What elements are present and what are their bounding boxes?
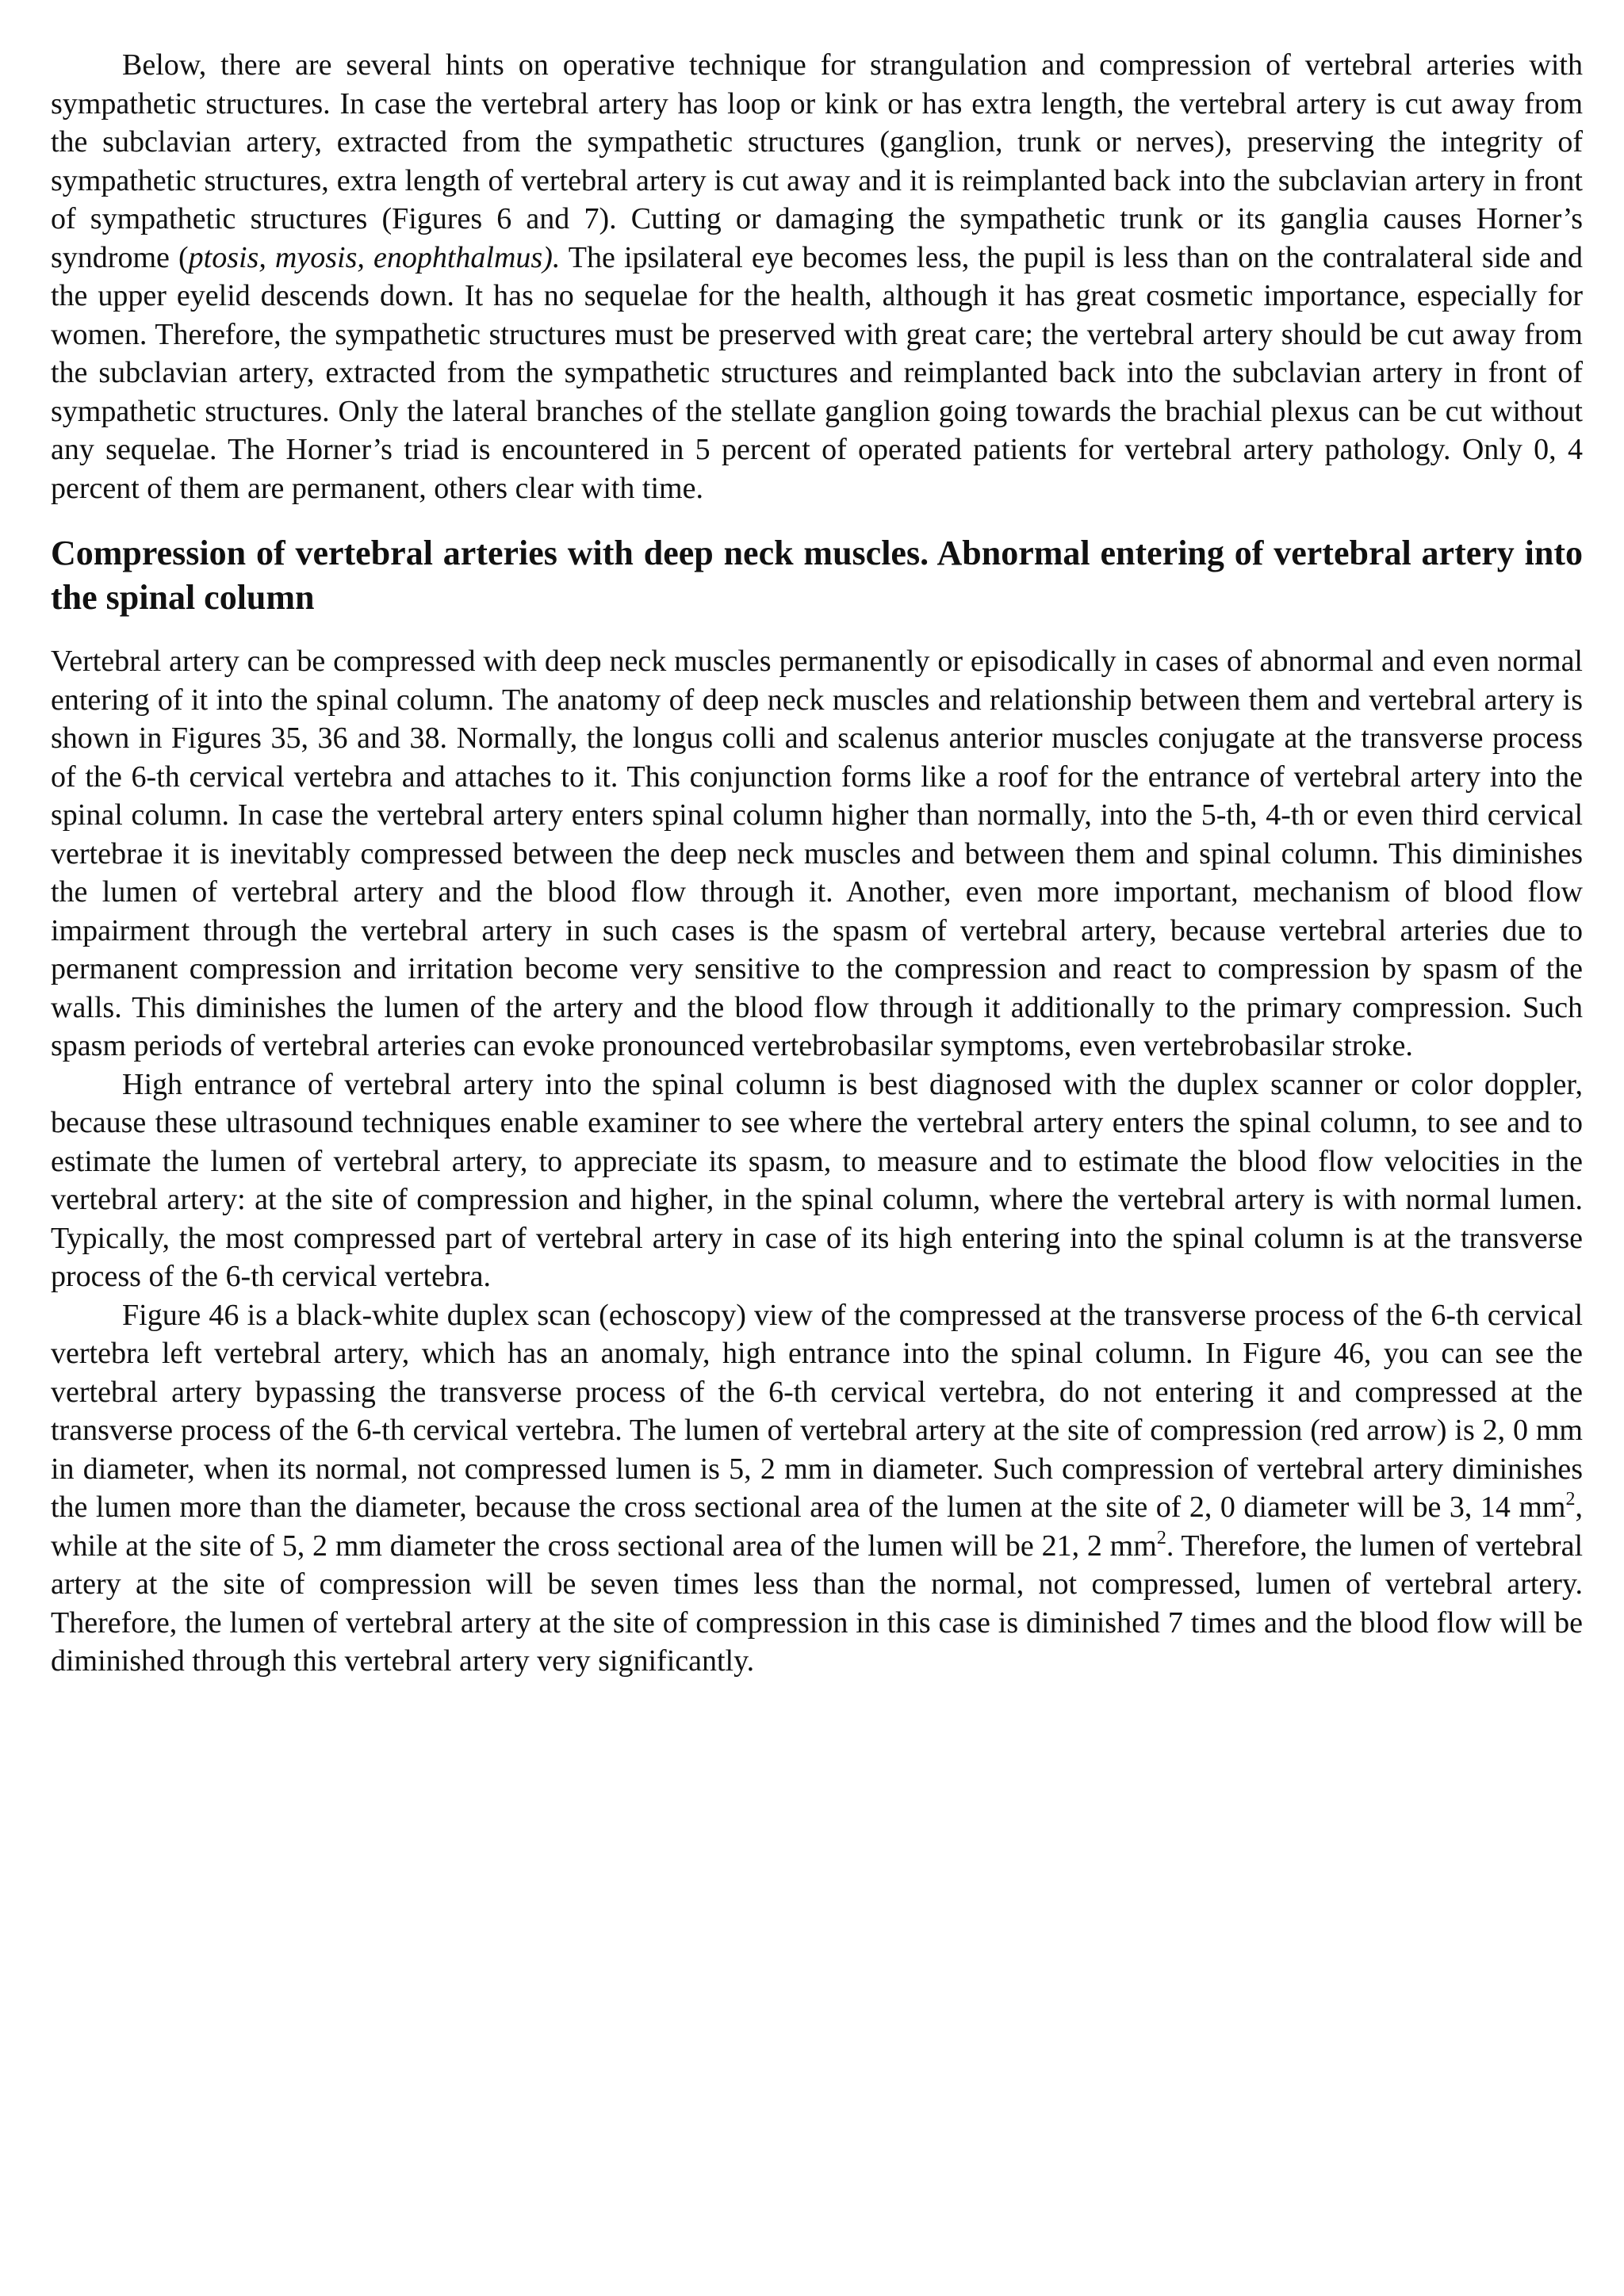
paragraph-4-text-b: , while at the site of 5, 2 mm diameter the cross sectional area of the lumen will be 21, 2 mm <box>51 1490 1583 1563</box>
paragraph-4-text-a: Figure 46 is a black-white duplex scan (echoscopy) view of the compressed at the transverse process of the 6-th cervical vertebra left vertebral artery, which has an anomaly, high entrance into the spinal column. In Figure 46, you can see the vertebral artery bypassing the transverse process of the 6-th cervical vertebra, do not entering it and compressed at the transverse process of the 6-th cervical vertebra. The lumen of vertebral artery at the site of compression (red arrow) is 2, 0 mm in diameter, when its normal, not compressed lumen is 5, 2 mm in diameter. Such compression of vertebral artery diminishes the lumen more than the diameter, because the cross sectional area of the lumen at the site of 2, 0 diameter will be 3, 14 mm <box>51 1298 1583 1524</box>
superscript-squared: 2 <box>1565 1489 1576 1510</box>
paragraph-1-italic-terms: ptosis, myosis, enophthalmus). <box>188 240 561 274</box>
paragraph-figure-46 <box>51 1296 1583 1681</box>
section-heading: Compression of vertebral arteries with deep neck muscles. Abnormal entering of vertebral artery into the spinal column <box>51 534 1583 617</box>
paragraph-1-text-a: Below, there are several hints on operative technique for strangulation and compression of vertebral arteries with sympathetic structures. In case the vertebral artery has loop or kink or has extra length, the vertebral artery is cut away from the subclavian artery, extracted from the sympathetic structures (ganglion, trunk or nerves), preserving the integrity of sympathetic structures, extra length of vertebral artery is cut away and it is reimplanted back into the subclavian artery in front of sympathetic structures (Figures 6 and 7). Cutting or damaging the sympathetic trunk or its ganglia causes Horner’s syndrome ( <box>51 48 1583 274</box>
paragraph-high-entrance-diagnosis: High entrance of vertebral artery into the spinal column is best diagnosed with the duplex scanner or color doppler, because these ultrasound techniques enable examiner to see where the vertebral artery enters the spinal column, to see and to estimate the lumen of vertebral artery, to appreciate its spasm, to measure and to estimate the blood flow velocities in the vertebral artery: at the site of compression and higher, in the spinal column, where the vertebral artery is with normal lumen. Typically, the most compressed part of vertebral artery in case of its high entering into the spinal column is at the transverse process of the 6-th cervical vertebra. <box>51 1067 1583 1293</box>
paragraph-deep-neck-muscles: Vertebral artery can be compressed with deep neck muscles permanently or episodically in cases of abnormal and even normal entering of it into the spinal column. The anatomy of deep neck muscles and relationship between them and vertebral artery is shown in Figures 35, 36 and 38. Normally, the longus colli and scalenus anterior muscles conjugate at the transverse process of the 6-th cervical vertebra and attaches to it. This conjunction forms like a roof for the entrance of vertebral artery into the spinal column. In case the vertebral artery enters spinal column higher than normally, into the 5-th, 4-th or even third cervical vertebrae it is inevitably compressed between the deep neck muscles and between them and spinal column. This diminishes the lumen of vertebral artery and the blood flow through it. Another, even more important, mechanism of blood flow impairment through the vertebral artery in such cases is the spasm of vertebral artery, because vertebral arteries due to permanent compression and irritation become very sensitive to the compression and react to compression by spasm of the walls. This diminishes the lumen of the artery and the blood flow through it additionally to the primary compression. Such spasm periods of vertebral arteries can evoke pronounced vertebrobasilar symptoms, even vertebrobasilar stroke. <box>51 645 1583 1062</box>
paragraph-1-text-b: The ipsilateral eye becomes less, the pupil is less than on the contralateral side and the upper eyelid descends down. It has no sequelae for the health, although it has great cosmetic importance, especially for women. Therefore, the sympathetic structures must be preserved with great care; the vertebral artery should be cut away from the subclavian artery, extracted from the sympathetic structures and reimplanted back into the subclavian artery in front of sympathetic structures. Only the lateral branches of the stellate ganglion going towards the brachial plexus can be cut without any sequelae. The Horner’s triad is encountered in 5 percent of operated patients for vertebral artery pathology. Only 0, 4 percent of them are permanent, others clear with time. <box>51 240 1584 505</box>
paragraph-4-text-c: . Therefore, the lumen of vertebral artery at the site of compression will be seven times less than the normal, not compressed, lumen of vertebral artery. Therefore, the lumen of vertebral artery at the site of compression in this case is diminished 7 times and the blood flow will be diminished through this vertebral artery very significantly. <box>51 1529 1584 1678</box>
superscript-squared: 2 <box>1156 1527 1166 1548</box>
document-page <box>51 46 1583 1681</box>
paragraph-operative-technique <box>51 46 1583 507</box>
